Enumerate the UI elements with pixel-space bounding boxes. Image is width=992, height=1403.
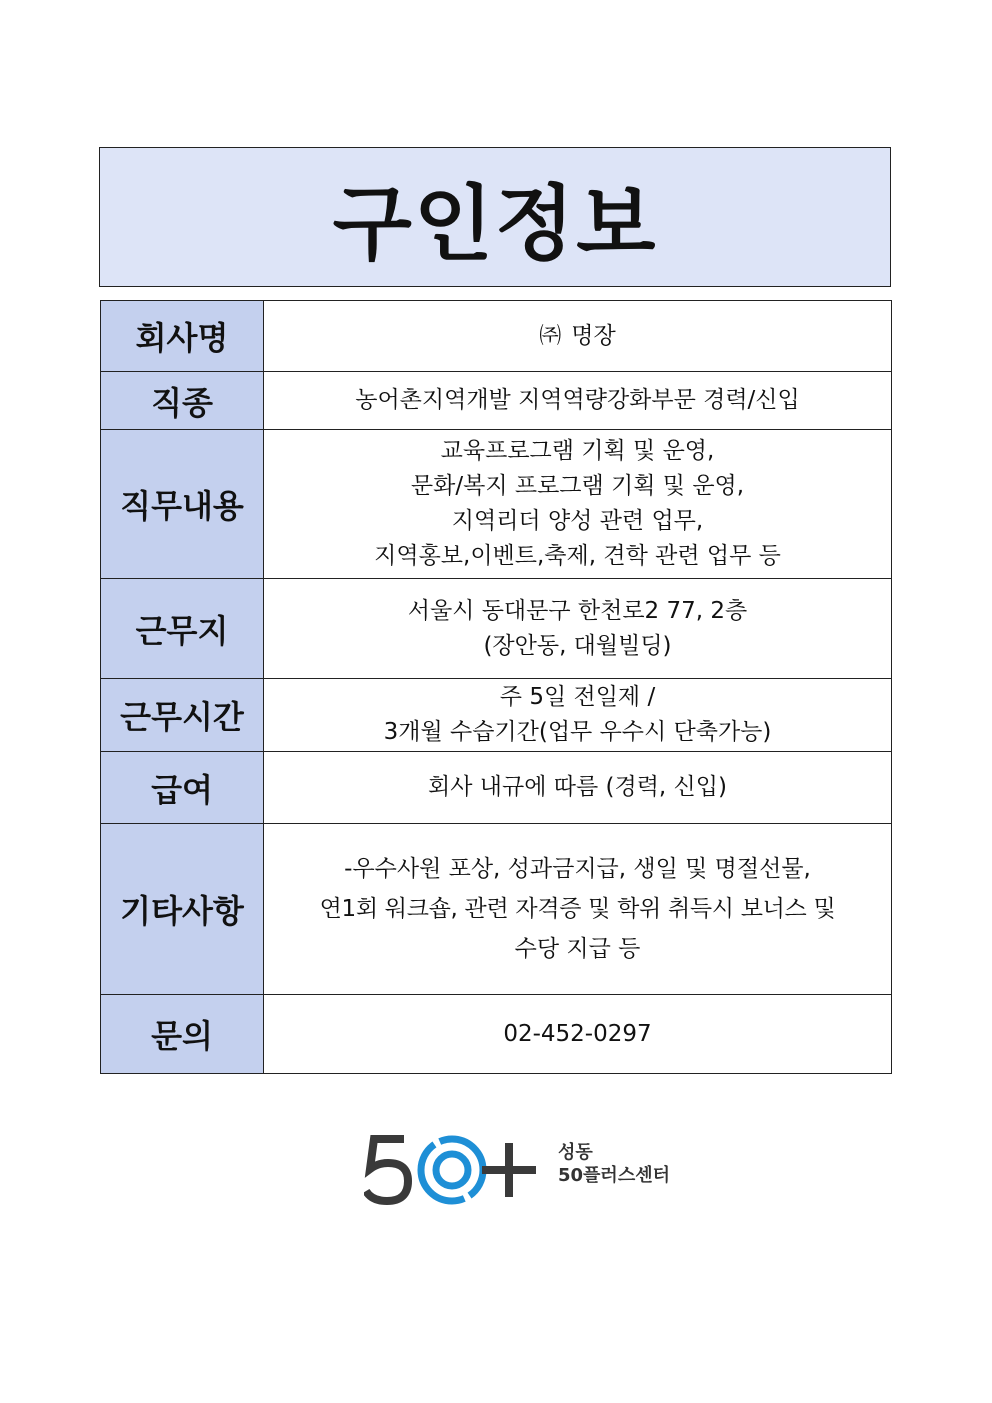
company-value xyxy=(264,301,892,372)
etc-line: 수당 지급 등 xyxy=(514,936,641,962)
duties-line: 지역홍보,이벤트,축제, 견학 관련 업무 등 xyxy=(374,543,781,569)
hours-line: 3개월 수습기간(업무 우수시 단축가능) xyxy=(383,719,772,745)
etc-line: -우수사원 포상, 성과금지급, 생일 및 명절선물, xyxy=(344,856,811,882)
row-label-hours: 근무시간 xyxy=(101,679,264,752)
etc-value xyxy=(264,824,892,995)
row-label-salary: 급여 xyxy=(101,752,264,824)
table-row xyxy=(101,301,892,372)
row-label-etc: 기타사항 xyxy=(101,824,264,995)
etc-line: 연1회 워크숍, 관련 자격증 및 학위 취득시 보너스 및 xyxy=(319,896,836,922)
duties-line: 지역리더 양성 관련 업무, xyxy=(451,508,704,534)
logo-text xyxy=(558,1142,670,1188)
table-row xyxy=(101,430,892,579)
row-label-contact: 문의 xyxy=(101,995,264,1074)
table-row xyxy=(101,824,892,995)
page-title: 구인정보 xyxy=(332,176,658,272)
hours-value xyxy=(264,679,892,752)
location-line: (장안동, 대월빌딩) xyxy=(483,632,672,659)
company-paren: ㈜ xyxy=(539,323,562,349)
logo-line-1: 성동 xyxy=(558,1142,593,1163)
table-row xyxy=(101,679,892,752)
table-row xyxy=(101,752,892,824)
duties-value xyxy=(264,430,892,579)
location-value xyxy=(264,579,892,679)
duties-line: 교육프로그램 기획 및 운영, xyxy=(440,438,715,464)
job-type-value: 농어촌지역개발 지역역량강화부문 경력/신입 xyxy=(264,372,892,430)
title-banner xyxy=(99,147,891,287)
contact-value: 02-452-0297 xyxy=(264,995,892,1074)
hours-line: 주 5일 전일제 / xyxy=(499,684,656,710)
location-line: 서울시 동대문구 한천로2 77, 2층 xyxy=(407,597,748,624)
logo-line-2: 50플러스센터 xyxy=(558,1165,670,1186)
table-row xyxy=(101,995,892,1074)
row-label-location: 근무지 xyxy=(101,579,264,679)
table-row xyxy=(101,579,892,679)
duties-line: 문화/복지 프로그램 기획 및 운영, xyxy=(410,473,745,499)
salary-value: 회사 내규에 따름 (경력, 신입) xyxy=(264,752,892,824)
row-label-company: 회사명 xyxy=(101,301,264,372)
company-name: 명장 xyxy=(571,322,616,349)
row-label-duties: 직무내용 xyxy=(101,430,264,579)
job-info-table xyxy=(100,300,892,1074)
row-label-job-type: 직종 xyxy=(101,372,264,430)
table-row xyxy=(101,372,892,430)
